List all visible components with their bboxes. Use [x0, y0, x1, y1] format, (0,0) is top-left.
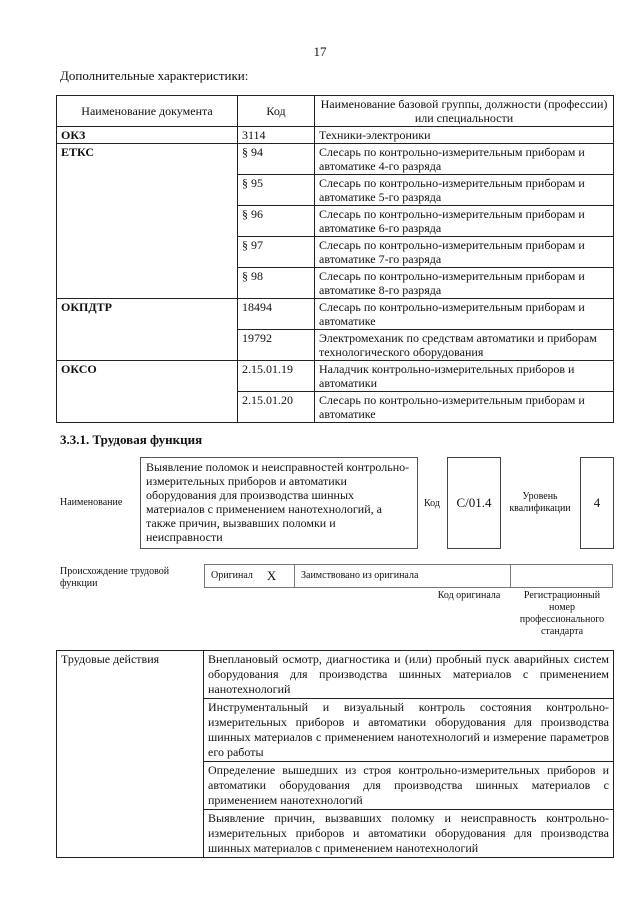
origin-original-label: Оригинал: [211, 570, 253, 581]
function-code-label: Код: [424, 498, 440, 509]
profession-cell: Слесарь по контрольно-измерительным приборам и автоматике 8-го разряда: [315, 268, 614, 299]
origin-row: [204, 564, 613, 588]
profession-cell: Техники-электроники: [315, 127, 614, 144]
function-code-value: C/01.4: [456, 495, 492, 510]
document-cell: ОКПДТР: [57, 299, 238, 361]
labor-actions-table: [56, 650, 614, 858]
profession-cell: Наладчик контрольно-измерительных приборов и автоматики: [315, 361, 614, 392]
profession-cell: Слесарь по контрольно-измерительным приборам и автоматике: [315, 392, 614, 423]
origin-label: Происхождение трудовой функции: [60, 566, 170, 589]
origin-registry-cell: [511, 565, 612, 587]
table-header-row: [57, 96, 614, 127]
code-cell: § 95: [238, 175, 315, 206]
function-code-box: [447, 457, 501, 549]
table-row: [57, 361, 614, 392]
table-row: [57, 299, 614, 330]
profession-cell: Электромеханик по средствам автоматики и приборам технологического оборудования: [315, 330, 614, 361]
labor-action-item: Инструментальный и визуальный контроль состояния контрольно-измерительных приборов и автоматики оборудования для производства шинных материалов с применением нанотехнологий и измерение параметров его работы: [204, 699, 614, 762]
qualification-level-box: [580, 457, 614, 549]
table-row: [57, 127, 614, 144]
page-number: 17: [313, 44, 327, 59]
table-row: [57, 144, 614, 175]
code-cell: 2.15.01.20: [238, 392, 315, 423]
code-cell: § 98: [238, 268, 315, 299]
origin-original-mark: X: [266, 568, 277, 583]
function-title: 3.3.1. Трудовая функция: [60, 432, 203, 447]
profession-cell: Слесарь по контрольно-измерительным приборам и автоматике: [315, 299, 614, 330]
code-cell: § 96: [238, 206, 315, 237]
table-row: [57, 651, 614, 699]
code-cell: § 97: [238, 237, 315, 268]
labor-actions-label: Трудовые действия: [57, 651, 204, 858]
code-cell: § 94: [238, 144, 315, 175]
code-cell: 3114: [238, 127, 315, 144]
document-cell: ОКСО: [57, 361, 238, 423]
code-cell: 19792: [238, 330, 315, 361]
function-name-label: Наименование: [60, 497, 123, 508]
origin-code-caption: Код оригинала: [437, 590, 501, 601]
profession-cell: Слесарь по контрольно-измерительным приборам и автоматике 6-го разряда: [315, 206, 614, 237]
origin-registry-caption: Регистрационный номер профессионального стандарта: [519, 590, 605, 637]
column-header-group-name: Наименование базовой группы, должности (профессии) или специальности: [315, 96, 614, 127]
document-cell: ЕТКС: [57, 144, 238, 299]
code-cell: 2.15.01.19: [238, 361, 315, 392]
characteristics-table: [56, 95, 614, 423]
function-name-box: Выявление поломок и неисправностей контрольно-измерительных приборов и автоматики оборудования для производства шинных материалов с применением нанотехнологий, а также причин, вызвавших поломки и неисправности: [140, 457, 418, 549]
document-cell: ОКЗ: [57, 127, 238, 144]
labor-action-item: Выявление причин, вызвавших поломку и неисправность контрольно-измерительных приборов и автоматики оборудования для производства шинных материалов с применением нанотехнологий: [204, 810, 614, 858]
qualification-level-label: Уровень квалификации: [509, 491, 571, 514]
code-cell: 18494: [238, 299, 315, 330]
origin-original-cell: [205, 565, 295, 587]
origin-borrowed-cell: [295, 565, 511, 587]
profession-cell: Слесарь по контрольно-измерительным приборам и автоматике 7-го разряда: [315, 237, 614, 268]
labor-action-item: Внеплановый осмотр, диагностика и (или) пробный пуск аварийных систем оборудования для производства шинных материалов с применением нанотехнологий: [204, 651, 614, 699]
profession-cell: Слесарь по контрольно-измерительным приборам и автоматике 5-го разряда: [315, 175, 614, 206]
origin-borrowed-label: Заимствовано из оригинала: [301, 570, 419, 581]
extra-characteristics-heading: Дополнительные характеристики:: [60, 68, 249, 83]
column-header-document: Наименование документа: [57, 96, 238, 127]
labor-action-item: Определение вышедших из строя контрольно-измерительных приборов и автоматики оборудования для производства шинных материалов с применением нанотехнологий: [204, 762, 614, 810]
column-header-code: Код: [238, 96, 315, 127]
profession-cell: Слесарь по контрольно-измерительным приборам и автоматике 4-го разряда: [315, 144, 614, 175]
qualification-level-value: 4: [593, 495, 601, 510]
